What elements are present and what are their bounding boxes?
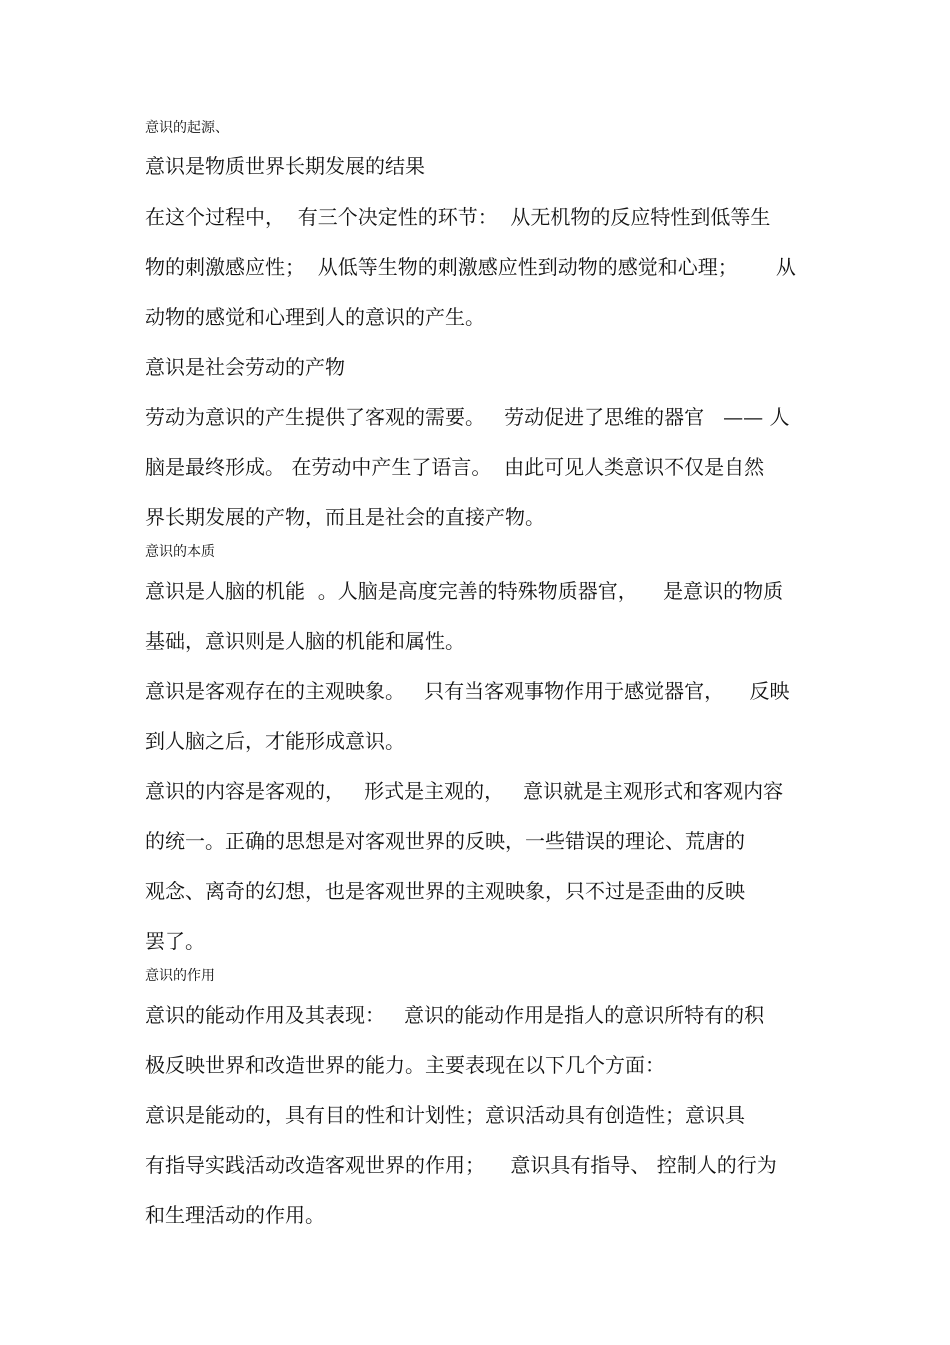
- paragraph-line: 意识是客观存在的主观映象。 只有当客观事物作用于感觉器官， 反映: [145, 679, 790, 703]
- paragraph-line: 在这个过程中， 有三个决定性的环节： 从无机物的反应特性到低等生: [145, 205, 771, 229]
- section-heading-function: 意识的作用: [145, 968, 215, 984]
- section-heading-essence: 意识的本质: [145, 544, 215, 560]
- paragraph-line: 意识是能动的，具有目的性和计划性；意识活动具有创造性；意识具: [145, 1103, 745, 1127]
- paragraph-line: 物的刺激感应性； 从低等生物的刺激感应性到动物的感觉和心理； 从: [145, 255, 796, 279]
- section-heading-origin: 意识的起源、: [145, 120, 229, 136]
- subtitle-social-labor: 意识是社会劳动的产物: [145, 355, 345, 379]
- paragraph-line: 和生理活动的作用。: [145, 1203, 325, 1227]
- paragraph-line: 意识的内容是客观的， 形式是主观的， 意识就是主观形式和客观内容: [145, 779, 784, 803]
- paragraph-line: 到人脑之后，才能形成意识。: [145, 729, 405, 753]
- paragraph-line: 观念、离奇的幻想，也是客观世界的主观映象，只不过是歪曲的反映: [145, 879, 745, 903]
- paragraph-line: 的统一。正确的思想是对客观世界的反映，一些错误的理论、荒唐的: [145, 829, 745, 853]
- paragraph-line: 基础，意识则是人脑的机能和属性。: [145, 629, 465, 653]
- paragraph-line: 脑是最终形成。 在劳动中产生了语言。 由此可见人类意识不仅是自然: [145, 455, 765, 479]
- paragraph-line: 罢了。: [145, 929, 205, 953]
- subtitle-material-world: 意识是物质世界长期发展的结果: [145, 154, 425, 178]
- paragraph-line: 界长期发展的产物，而且是社会的直接产物。: [145, 505, 545, 529]
- paragraph-line: 极反映世界和改造世界的能力。主要表现在以下几个方面：: [145, 1053, 665, 1077]
- paragraph-line: 有指导实践活动改造客观世界的作用； 意识具有指导、 控制人的行为: [145, 1153, 777, 1177]
- paragraph-line: 劳动为意识的产生提供了客观的需要。 劳动促进了思维的器官 —— 人: [145, 405, 790, 429]
- paragraph-line: 动物的感觉和心理到人的意识的产生。: [145, 305, 485, 329]
- paragraph-line: 意识是人脑的机能 。人脑是高度完善的特殊物质器官， 是意识的物质: [145, 579, 784, 603]
- paragraph-line: 意识的能动作用及其表现： 意识的能动作用是指人的意识所特有的积: [145, 1003, 765, 1027]
